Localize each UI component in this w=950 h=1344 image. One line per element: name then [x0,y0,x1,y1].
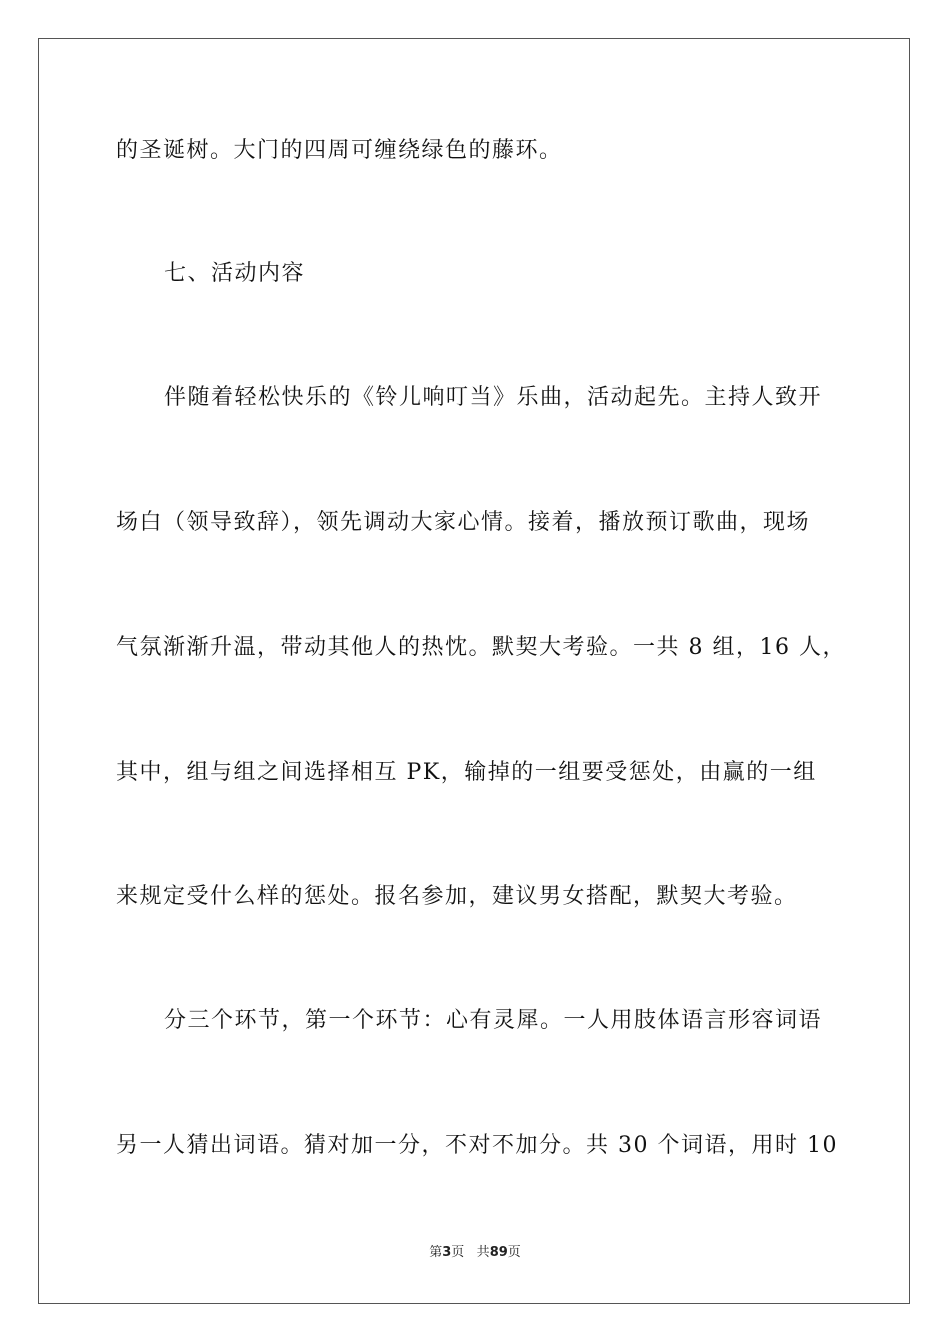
body-line: 来规定受什么样的惩处。报名参加，建议男女搭配，默契大考验。 [116,884,798,909]
body-line: 的圣诞树。大门的四周可缠绕绿色的藤环。 [116,138,563,163]
body-line: 另一人猜出词语。猜对加一分，不对不加分。共 30 个词语，用时 10 [116,1133,838,1158]
total-prefix: 共 [476,1245,490,1260]
total-suffix: 页 [507,1245,521,1260]
body-line: 其中，组与组之间选择相互 PK，输掉的一组要受惩处，由赢的一组 [116,760,817,785]
page-number: 3 [442,1245,452,1260]
page-suffix: 页 [451,1245,465,1260]
body-line: 气氛渐渐升温，带动其他人的热忱。默契大考验。一共 8 组，16 人， [116,635,846,660]
section-heading: 七、活动内容 [164,261,306,286]
page-total: 89 [489,1245,508,1260]
page-footer [0,1244,950,1262]
body-line: 分三个环节，第一个环节：心有灵犀。一人用肢体语言形容词语 [164,1008,823,1033]
body-line: 伴随着轻松快乐的《铃儿响叮当》乐曲，活动起先。主持人致开 [164,385,823,410]
body-line: 场白（领导致辞），领先调动大家心情。接着，播放预订歌曲，现场 [116,510,811,535]
page-border [38,38,910,1304]
page-prefix: 第 [429,1245,443,1260]
